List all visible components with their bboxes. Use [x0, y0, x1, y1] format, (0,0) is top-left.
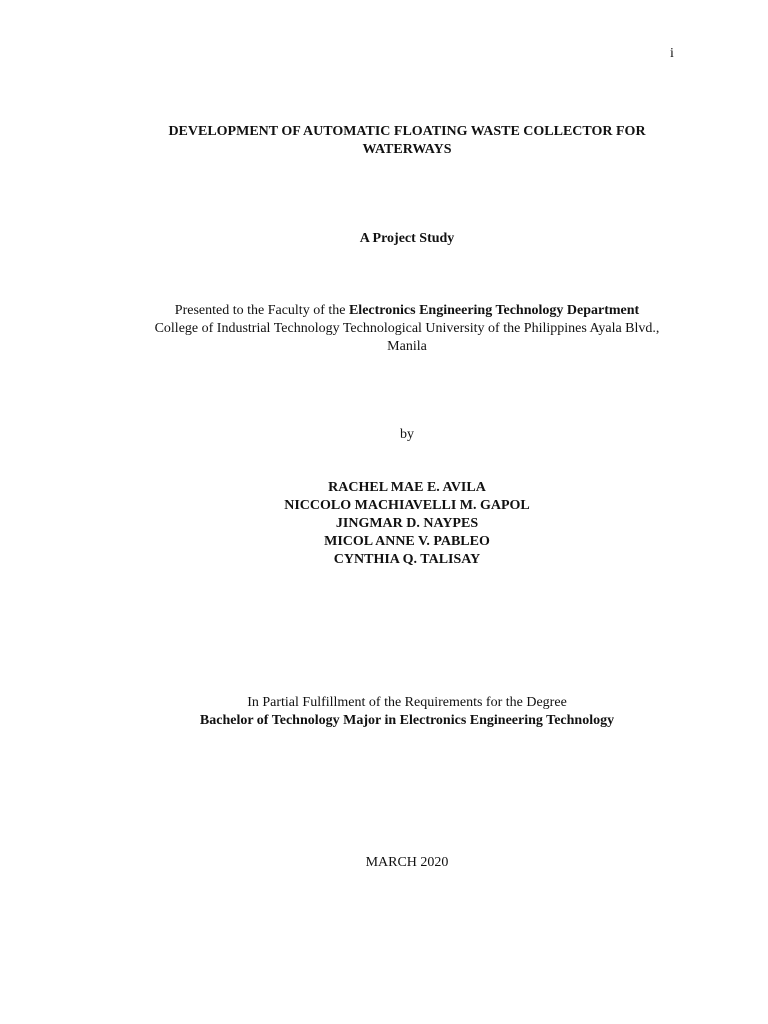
college-address: College of Industrial Technology Technological University of the Philippines Ayala Blvd., Manila: [154, 321, 660, 354]
submission-date: MARCH 2020: [365, 855, 449, 870]
degree-name: Bachelor of Technology Major in Electronics Engineering Technology: [199, 713, 615, 728]
author-list: [140, 479, 674, 569]
fulfillment-statement: In Partial Fulfillment of the Requirements for the Degree: [247, 695, 567, 710]
department-name: Electronics Engineering Technology Department: [348, 303, 640, 318]
author-name: MICOL ANNE V. PABLEO: [324, 534, 490, 549]
by-label: by: [400, 427, 414, 442]
presented-prefix: Presented to the Faculty of the: [174, 303, 349, 318]
document-subtitle: A Project Study: [359, 231, 455, 246]
document-title: DEVELOPMENT OF AUTOMATIC FLOATING WASTE COLLECTOR FOR WATERWAYS: [168, 124, 646, 157]
author-name: RACHEL MAE E. AVILA: [328, 480, 486, 495]
author-name: NICCOLO MACHIAVELLI M. GAPOL: [284, 498, 530, 513]
author-name: JINGMAR D. NAYPES: [335, 516, 479, 531]
author-name: CYNTHIA Q. TALISAY: [333, 552, 481, 567]
degree-fulfillment: [140, 694, 674, 730]
presentation-statement: [140, 302, 674, 356]
page-number: i: [670, 46, 674, 61]
